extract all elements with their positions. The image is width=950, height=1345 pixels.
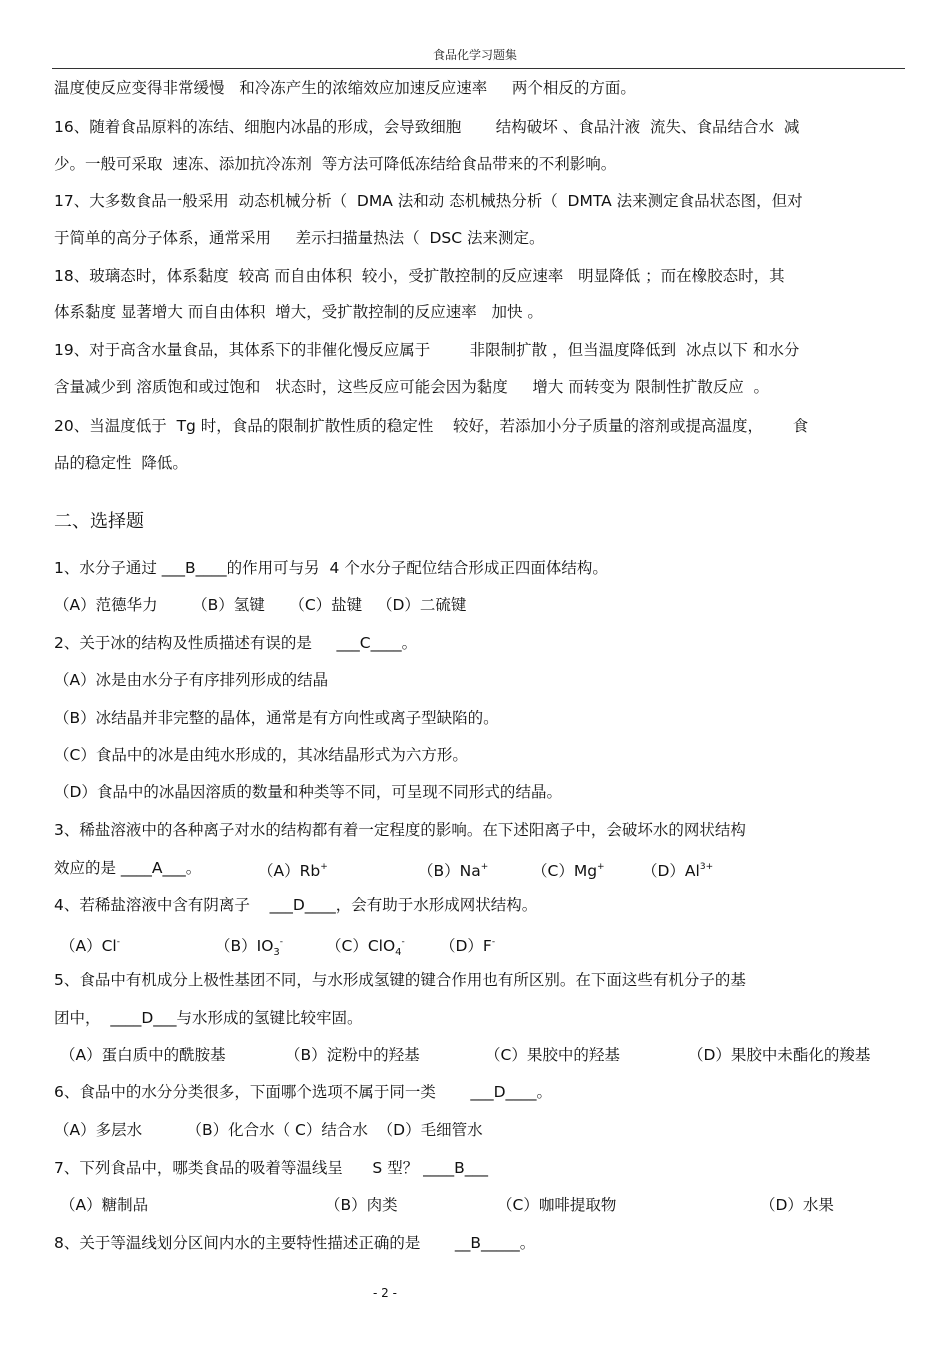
question-2-option-a: （A）冰是由水分子有序排列形成的结晶 [54,671,329,689]
question-2-option-d: （D）食品中的冰晶因溶质的数量和种类等不同，可呈现不同形式的结晶。 [54,783,562,801]
question-3-option-b: （B）Na+ [418,862,489,880]
text-line: 品的稳定性 降低。 [54,454,188,472]
question-2-option-b: （B）冰结晶并非完整的晶体，通常是有方向性或离子型缺陷的。 [54,709,499,727]
section-title: 二、选择题 [54,511,144,532]
question-4-option-c: （C）ClO$_4$- [326,937,405,959]
question-5-line-2: 团中， ____D___与水形成的氢键比较牢固。 [54,1009,363,1027]
question-7-option-a: （A）糖制品 [60,1196,149,1214]
question-2-option-c: （C）食品中的冰是由纯水形成的，其冰结晶形式为六方形。 [54,746,468,764]
question-7-option-c: （C）咖啡提取物 [497,1196,617,1214]
text-line: 于简单的高分子体系，通常采用 差示扫描量热法（ DSC 法来测定。 [54,229,545,247]
text-line: 少。一般可采取 速冻、添加抗冷冻剂 等方法可降低冻结给食品带来的不利影响。 [54,155,617,173]
question-4-option-d: （D）F- [440,937,496,955]
question-7-option-b: （B）肉类 [325,1196,398,1214]
text-line: 温度使反应变得非常缓慢 和冷冻产生的浓缩效应加速反应速率 两个相反的方面。 [54,79,636,97]
question-8: 8、关于等温线划分区间内水的主要特性描述正确的是 __B_____。 [54,1234,536,1252]
question-7-option-d: （D）水果 [760,1196,834,1214]
text-line: 20、当温度低于 Tg 时，食品的限制扩散性质的稳定性 较好，若添加小分子质量的溶剂或提高温度， 食 [54,417,809,435]
text-line: 19、对于高含水量食品，其体系下的非催化慢反应属于 非限制扩散 ，但当温度降低到 冰点以下 和水分 [54,341,800,359]
question-2: 2、关于冰的结构及性质描述有误的是 ___C____。 [54,634,418,652]
question-3-line-2: 效应的是 ____A___。 [54,859,202,877]
text-line: 16、随着食品原料的冻结、细胞内冰晶的形成，会导致细胞 结构破坏 、食品汁液 流失、食品结合水 减 [54,118,800,136]
question-6: 6、食品中的水分分类很多，下面哪个选项不属于同一类 ___D____。 [54,1083,553,1101]
question-5-option-b: （B）淀粉中的羟基 [285,1046,420,1064]
question-5-option-a: （A）蛋白质中的酰胺基 [60,1046,226,1064]
text-line: 含量减少到 溶质饱和或过饱和 状态时，这些反应可能会因为黏度 增大 而转变为 限制性扩散反应 。 [54,378,770,396]
question-4-option-b: $(B)IO_3^-$ [215,937,284,959]
question-6-options: （A）多层水 （B）化合水（ C）结合水 （D）毛细管水 [54,1121,483,1139]
question-3-option-d: $(D)Al^{3+}$ [642,862,714,880]
text-line: 17、大多数食品一般采用 动态机械分析（ DMA 法和动 态机械热分析（ DMTA 法来测定食品状态图，但对 [54,192,803,210]
question-4-option-a: （A）Cl- [60,937,120,955]
question-5: 5、食品中有机成分上极性基团不同，与水形成氢键的键合作用也有所区别。在下面这些有机分子的基 [54,971,746,989]
question-3: 3、稀盐溶液中的各种离子对水的结构都有着一定程度的影响。在下述阳离子中，会破坏水的网状结构 [54,821,746,839]
question-4: 4、若稀盐溶液中含有阴离子 ___D____，会有助于水形成网状结构。 [54,896,538,914]
question-1-options: （A）范德华力 （B）氢键 （C）盐键 （D）二硫键 [54,596,467,614]
question-3-option-a: （A）Rb+ [258,862,328,880]
question-3-option-c: （C）Mg+ [532,862,605,880]
question-7: 7、下列食品中，哪类食品的吸着等温线呈 S 型？ ____B___ [54,1159,489,1177]
page-number: - 2 - [373,1286,397,1300]
header-rule [52,68,905,69]
text-line: 18、玻璃态时，体系黏度 较高 而自由体积 较小，受扩散控制的反应速率 明显降低 ；而在橡胶态时，其 [54,267,785,285]
running-header: 食品化学习题集 [432,48,517,62]
question-5-option-d: （D）果胶中未酯化的羧基 [688,1046,871,1064]
question-5-option-c: （C）果胶中的羟基 [485,1046,620,1064]
question-1: 1、水分子通过 ___B____的作用可与另 4 个水分子配位结合形成正四面体结构。 [54,559,608,577]
text-line: 体系黏度 显著增大 而自由体积 增大，受扩散控制的反应速率 加快 。 [54,303,543,321]
